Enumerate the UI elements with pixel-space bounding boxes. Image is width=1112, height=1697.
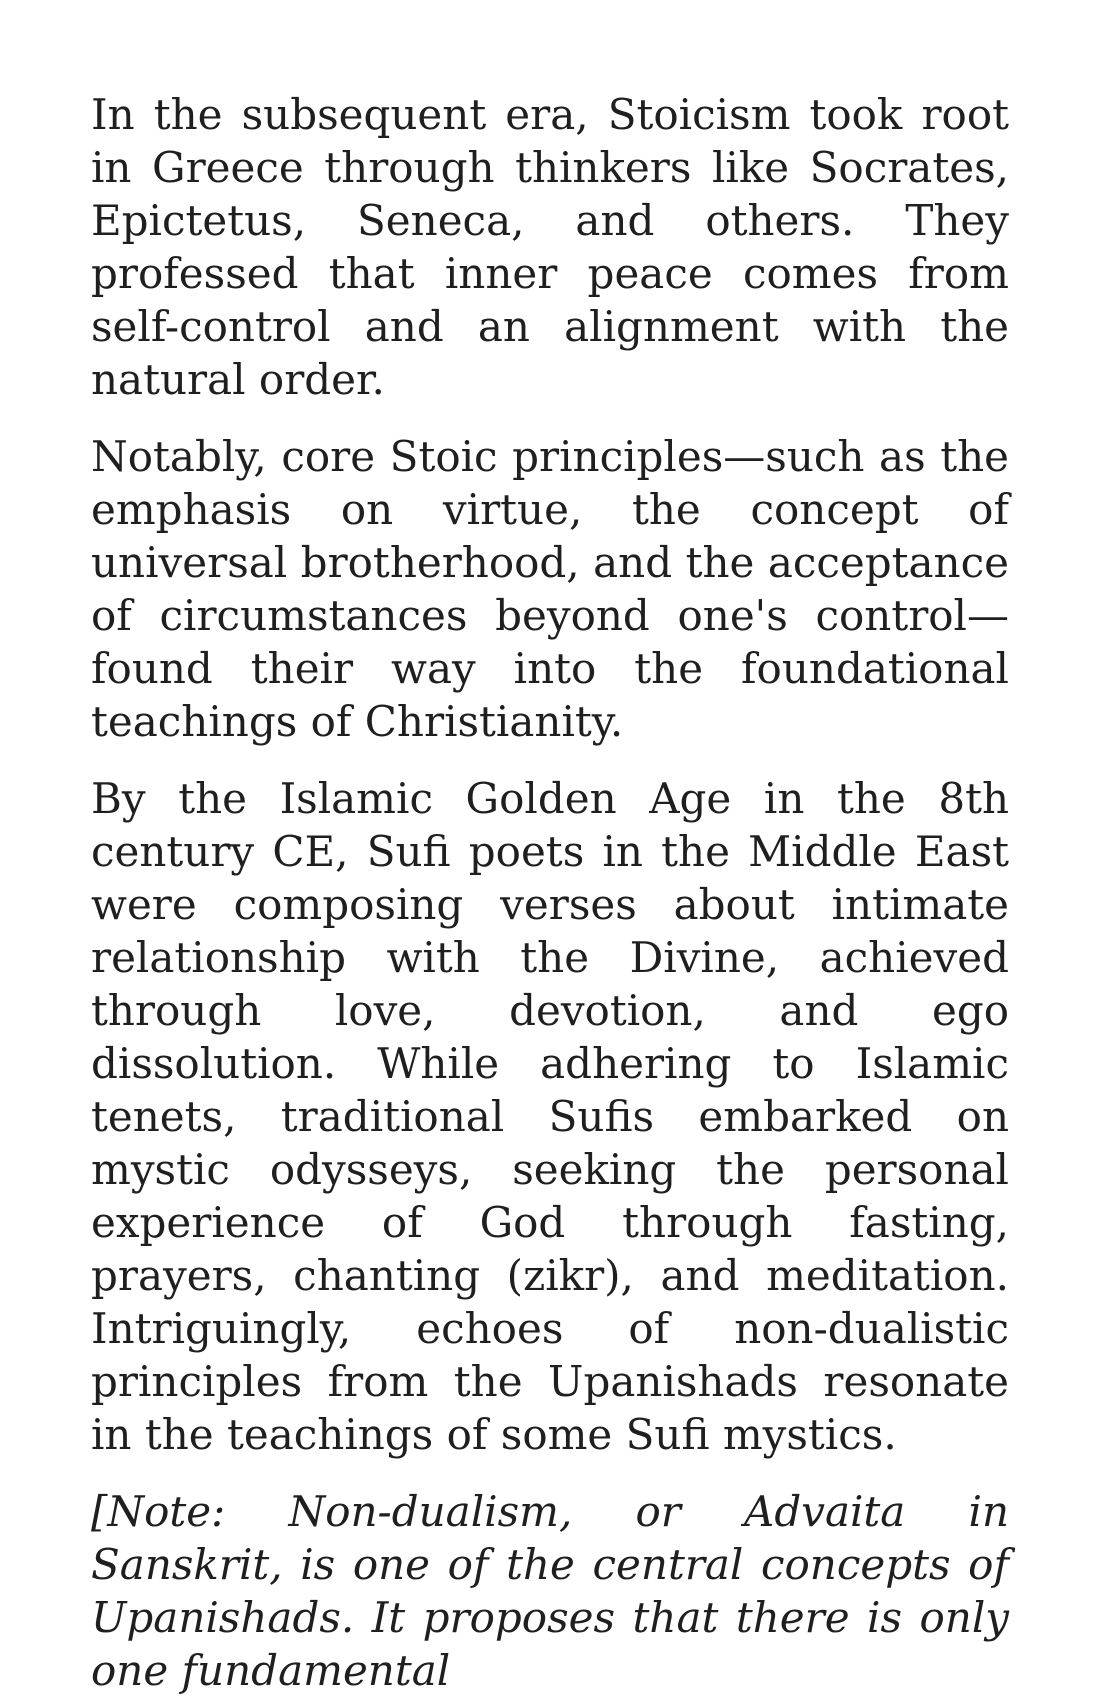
paragraph-stoicism: In the subsequent era, Stoicism took root in Greece through thinkers like Socrates, Epictetus, Seneca, and others. They professed that inner peace comes from self-control and an alignment with the natural order. — [91, 90, 1009, 404]
note-nondualism: [Note: Non-dualism, or Advaita in Sanskrit, is one of the central concepts of Upanishads. It proposes that there is only one fundamental — [91, 1487, 1009, 1695]
paragraph-sufi: By the Islamic Golden Age in the 8th century CE, Sufi poets in the Middle East were composing verses about intimate relationship with the Divine, achieved through love, devotion, and ego dissolution. While adhering to Islamic tenets, traditional Sufis embarked on mystic odysseys, seeking the personal experience of God through fasting, prayers, chanting (zikr), and meditation. Intriguingly, echoes of non-dualistic principles from the Upanishads resonate in the teachings of some Sufi mystics. — [91, 774, 1009, 1459]
paragraph-stoic-principles: Notably, core Stoic principles—such as the emphasis on virtue, the concept of universal brotherhood, and the acceptance of circumstances beyond one's control—found their way into the foundational teachings of Christianity. — [91, 432, 1009, 746]
book-page — [91, 88, 1009, 1697]
